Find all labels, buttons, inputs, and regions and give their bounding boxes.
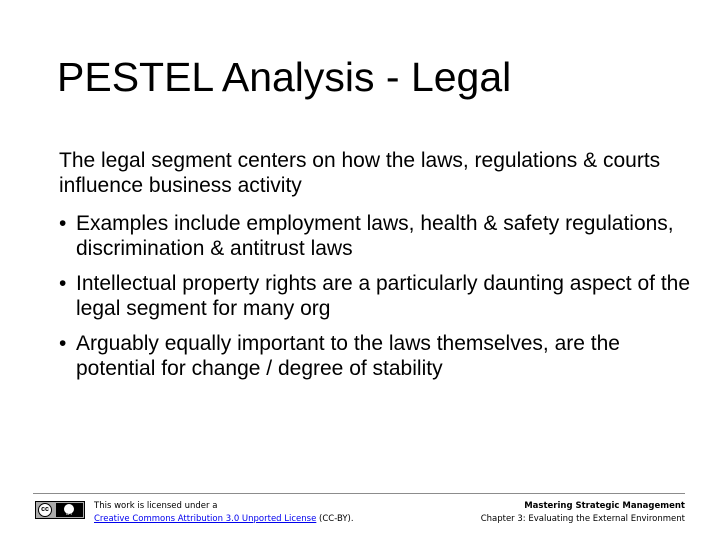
cc-logo-icon: cc <box>38 503 52 517</box>
license-notice <box>94 500 354 526</box>
intro-paragraph: The legal segment centers on how the laws, regulations & courts influence business activity <box>59 149 661 197</box>
book-info <box>481 500 685 526</box>
footer-divider <box>33 493 685 494</box>
license-line <box>94 513 354 526</box>
bullet-list <box>59 211 699 391</box>
license-prefix: This work is licensed under a <box>94 501 218 511</box>
bullet-mark: • <box>59 272 67 295</box>
bullet-mark: • <box>59 332 67 355</box>
book-title: Mastering Strategic Management <box>524 501 685 511</box>
bullet-text: Arguably equally important to the laws themselves, are the potential for change / degree of stability <box>76 332 620 380</box>
bullet-text: Examples include employment laws, health & safety regulations, discrimination & antitrust laws <box>76 212 674 260</box>
bullet-item-employment-laws <box>59 211 699 261</box>
chapter-title: Chapter 3: Evaluating the External Environment <box>480 514 685 524</box>
by-attribution-icon <box>56 503 83 517</box>
slide-title: PESTEL Analysis - Legal <box>57 54 512 100</box>
cc-by-license-badge-icon[interactable] <box>35 501 85 519</box>
bullet-item-intellectual-property <box>59 271 699 321</box>
by-label: BY <box>66 511 73 517</box>
bullet-item-stability <box>59 331 699 381</box>
bullet-text: Intellectual property rights are a particularly daunting aspect of the legal segment for many org <box>76 272 691 320</box>
license-suffix: (CC-BY). <box>316 514 354 524</box>
bullet-mark: • <box>59 212 67 235</box>
license-link[interactable]: Creative Commons Attribution 3.0 Unported License <box>94 514 317 524</box>
